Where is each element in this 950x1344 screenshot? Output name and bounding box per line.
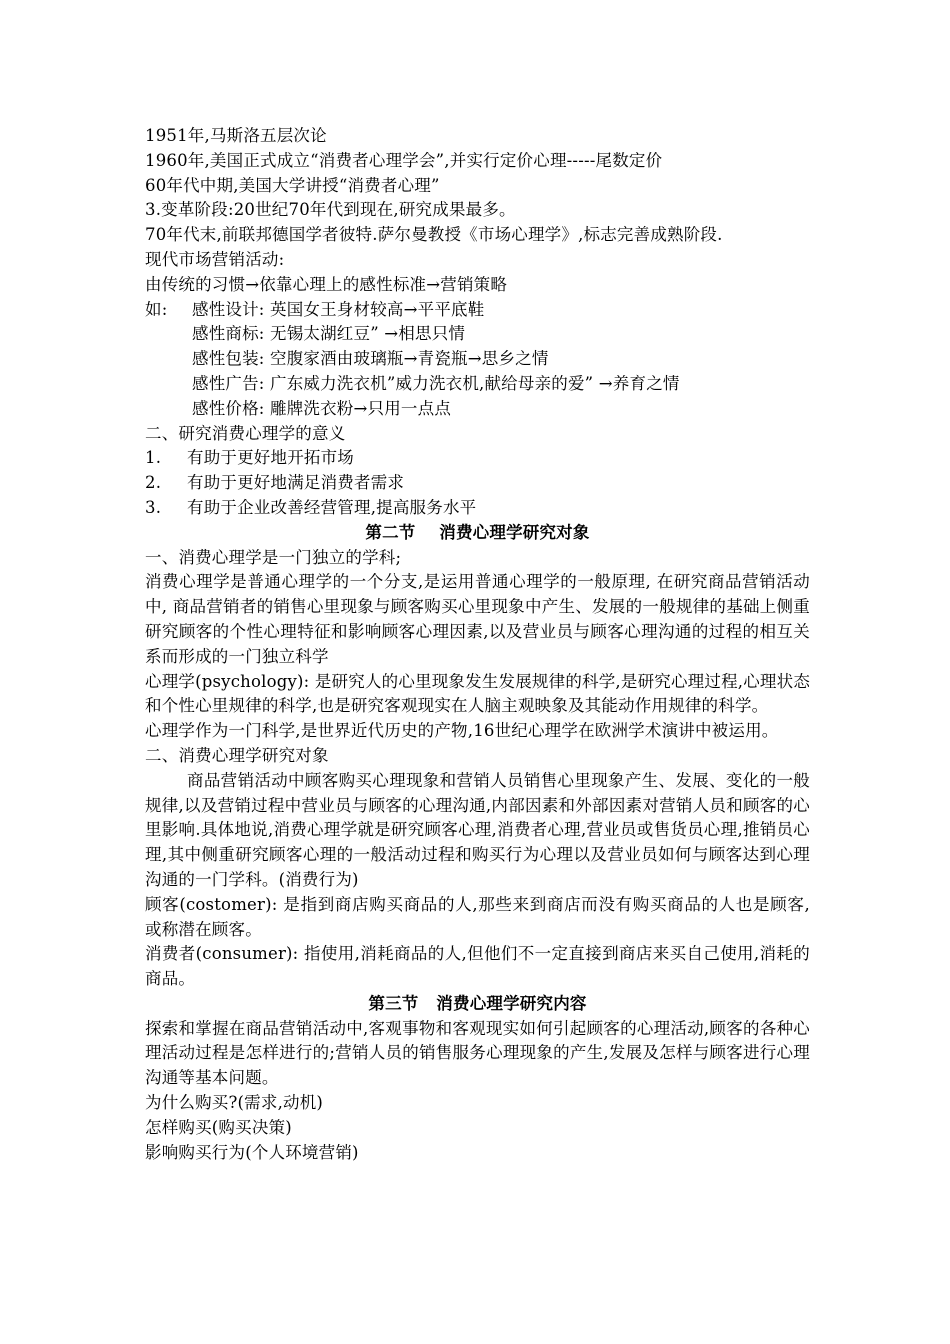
example-item: 感性包装: 空腹家酒由玻璃瓶→青瓷瓶→思乡之情 bbox=[192, 349, 549, 369]
list-text: 有助于企业改善经营管理,提高服务水平 bbox=[187, 497, 477, 517]
section2-paragraph-object: 商品营销活动中顾客购买心理现象和营销人员销售心里现象产生、发展、变化的一般规律,以及营销过程中营业员与顾客的心理沟通,内部因素和外部因素对营销人员和顾客的心里影响.具体地说,消费心理学就是研究顾客心理,消费者心理,营业员或售货员心理,推销员心理,其中侧重研究顾客心理的一般活动过程和购买行为心理以及营业员如何与顾客达到心理沟通的一门学科。(消费行为) bbox=[145, 770, 810, 889]
document-page bbox=[145, 124, 810, 1165]
list-number: 1. bbox=[145, 448, 162, 468]
list-item bbox=[145, 446, 810, 471]
list-number: 2. bbox=[145, 473, 162, 493]
section2-sub2: 二、消费心理学研究对象 bbox=[145, 745, 329, 765]
list-number: 3. bbox=[145, 497, 162, 517]
marketing-flow: 由传统的习惯→依靠心理上的感性标准→营销策略 bbox=[145, 274, 508, 294]
example-item: 感性价格: 雕牌洗衣粉→只用一点点 bbox=[192, 398, 452, 418]
section3-heading: 第三节 消费心理学研究内容 bbox=[368, 993, 587, 1013]
history-line-stage3: 3.变革阶段:20世纪70年代到现在,研究成果最多。 bbox=[145, 200, 516, 220]
list-text: 有助于更好地开拓市场 bbox=[187, 448, 354, 468]
example-item: 感性广告: 广东威力洗衣机”威力洗衣机,献给母亲的爱” →养育之情 bbox=[192, 373, 680, 393]
modern-marketing-title: 现代市场营销活动: bbox=[145, 249, 285, 269]
list-item bbox=[145, 471, 810, 496]
section3-question-why: 为什么购买?(需求,动机) bbox=[145, 1093, 324, 1113]
section2-paragraph-psychology: 心理学(psychology): 是研究人的心里现象发生发展规律的科学,是研究心理过程,心理状态和个性心里规律的科学,也是研究客观现实在人脑主观映象及其能动作用规律的科学。 bbox=[145, 671, 811, 716]
section3-paragraph: 探索和掌握在商品营销活动中,客观事物和客观现实如何引起顾客的心理活动,顾客的各种心理活动过程是怎样进行的;营销人员的销售服务心理现象的产生,发展及怎样与顾客进行心理沟通等基本问题。 bbox=[145, 1018, 810, 1088]
section3-question-how: 怎样购买(购买决策) bbox=[145, 1117, 292, 1137]
history-line-1960: 1960年,美国正式成立“消费者心理学会”,并实行定价心理-----尾数定价 bbox=[145, 150, 663, 170]
section3-question-influence: 影响购买行为(个人环境营销) bbox=[145, 1142, 359, 1162]
history-line-1951: 1951年,马斯洛五层次论 bbox=[145, 126, 327, 145]
list-text: 有助于更好地满足消费者需求 bbox=[187, 473, 405, 493]
example-row-package bbox=[145, 347, 810, 372]
history-line-70s: 70年代末,前联邦德国学者彼特.萨尔曼教授《市场心理学》,标志完善成熟阶段. bbox=[145, 225, 723, 245]
section2-paragraph-consumer: 消费者(consumer): 指使用,消耗商品的人,但他们不一定直接到商店来买自己使用,消耗的商品。 bbox=[145, 944, 810, 989]
example-item: 感性商标: 无锡太湖红豆” →相思只情 bbox=[192, 324, 466, 344]
example-row-brand bbox=[145, 322, 810, 347]
example-row-ad bbox=[145, 372, 810, 397]
section2-paragraph-definition: 消费心理学是普通心理学的一个分支,是运用普通心理学的一般原理, 在研究商品营销活动中, 商品营销者的销售心里现象与顾客购买心里现象中产生、发展的一般规律的基础上侧重研究顾客的个性心理特征和影响顾客心理因素,以及营业员与顾客心理沟通的过程的相互关系而形成的一门独立科学 bbox=[145, 572, 810, 666]
example-item: 感性设计: 英国女王身材较高→平平底鞋 bbox=[192, 299, 485, 319]
example-row-price bbox=[145, 397, 810, 422]
section2-heading: 第二节 消费心理学研究对象 bbox=[365, 522, 590, 542]
example-label: 如: bbox=[145, 299, 168, 319]
section2-paragraph-history: 心理学作为一门科学,是世界近代历史的产物,16世纪心理学在欧洲学术演讲中被运用。 bbox=[145, 721, 779, 741]
list-item bbox=[145, 496, 810, 521]
significance-title: 二、研究消费心理学的意义 bbox=[145, 423, 346, 443]
section2-sub1: 一、消费心理学是一门独立的学科; bbox=[145, 547, 402, 567]
example-row-design bbox=[145, 298, 810, 323]
section2-paragraph-customer: 顾客(costomer): 是指到商店购买商品的人,那些来到商店而没有购买商品的人也是顾客,或称潜在顾客。 bbox=[145, 894, 810, 939]
history-line-60s: 60年代中期,美国大学讲授“消费者心理” bbox=[145, 175, 440, 195]
